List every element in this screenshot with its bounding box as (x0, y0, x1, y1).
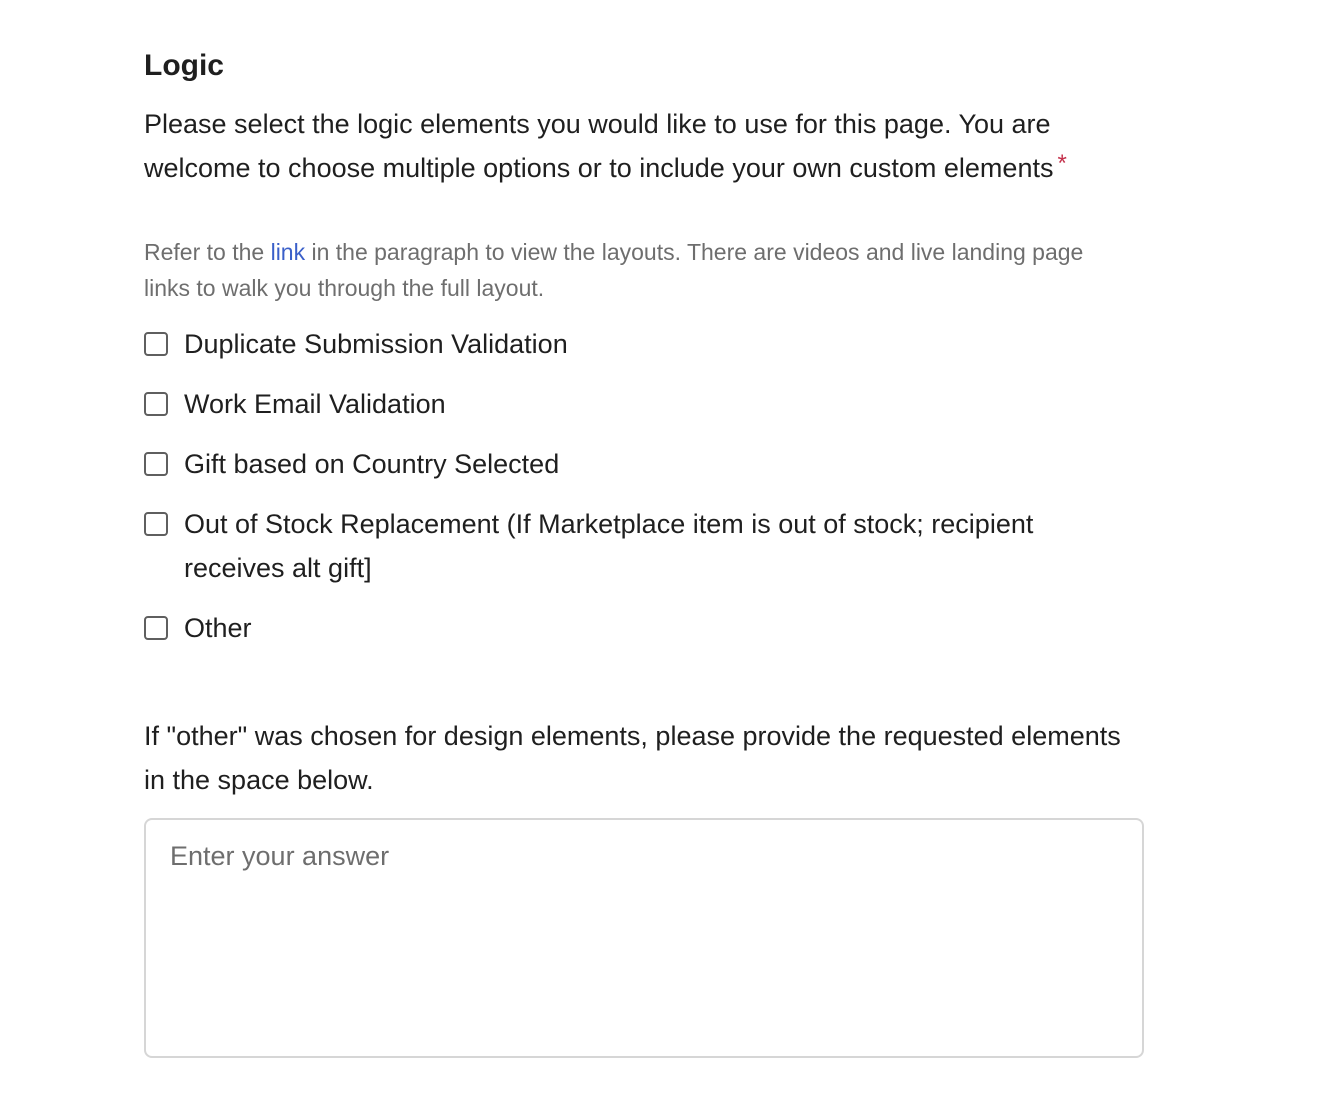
option-label: Gift based on Country Selected (184, 449, 560, 479)
option-duplicate-submission-validation[interactable] (144, 322, 1134, 366)
option-other[interactable] (144, 606, 1134, 650)
hint-text-before: Refer to the (144, 239, 271, 265)
checkbox-other[interactable] (144, 616, 168, 640)
checkbox-work-email-validation[interactable] (144, 392, 168, 416)
question-hint (144, 234, 1134, 306)
option-work-email-validation[interactable] (144, 382, 1134, 426)
question-logic-elements (144, 102, 1134, 190)
hint-text-after: in the paragraph to view the layouts. There are videos and live landing page links to walk you through the full layout. (144, 239, 1084, 301)
section-title: Logic (144, 49, 224, 82)
checkbox-duplicate-submission-validation[interactable] (144, 332, 168, 356)
logic-options-list (144, 322, 1134, 666)
question-other-elements: If "other" was chosen for design elements, please provide the requested elements in the space below. (144, 721, 1121, 795)
option-label: Out of Stock Replacement (If Marketplace item is out of stock; recipient receives alt gift] (184, 509, 1034, 583)
checkbox-gift-based-on-country[interactable] (144, 452, 168, 476)
option-label: Duplicate Submission Validation (184, 329, 568, 359)
option-label: Other (184, 613, 252, 643)
layouts-link[interactable]: link (270, 239, 306, 265)
required-asterisk: * (1057, 150, 1067, 177)
question-text: Please select the logic elements you would like to use for this page. You are welcome to choose multiple options or to include your own custom elements (144, 109, 1054, 183)
option-out-of-stock-replacement[interactable] (144, 502, 1134, 590)
answer-textarea[interactable] (144, 818, 1144, 1058)
option-label: Work Email Validation (184, 389, 446, 419)
option-gift-based-on-country[interactable] (144, 442, 1134, 486)
checkbox-out-of-stock-replacement[interactable] (144, 512, 168, 536)
